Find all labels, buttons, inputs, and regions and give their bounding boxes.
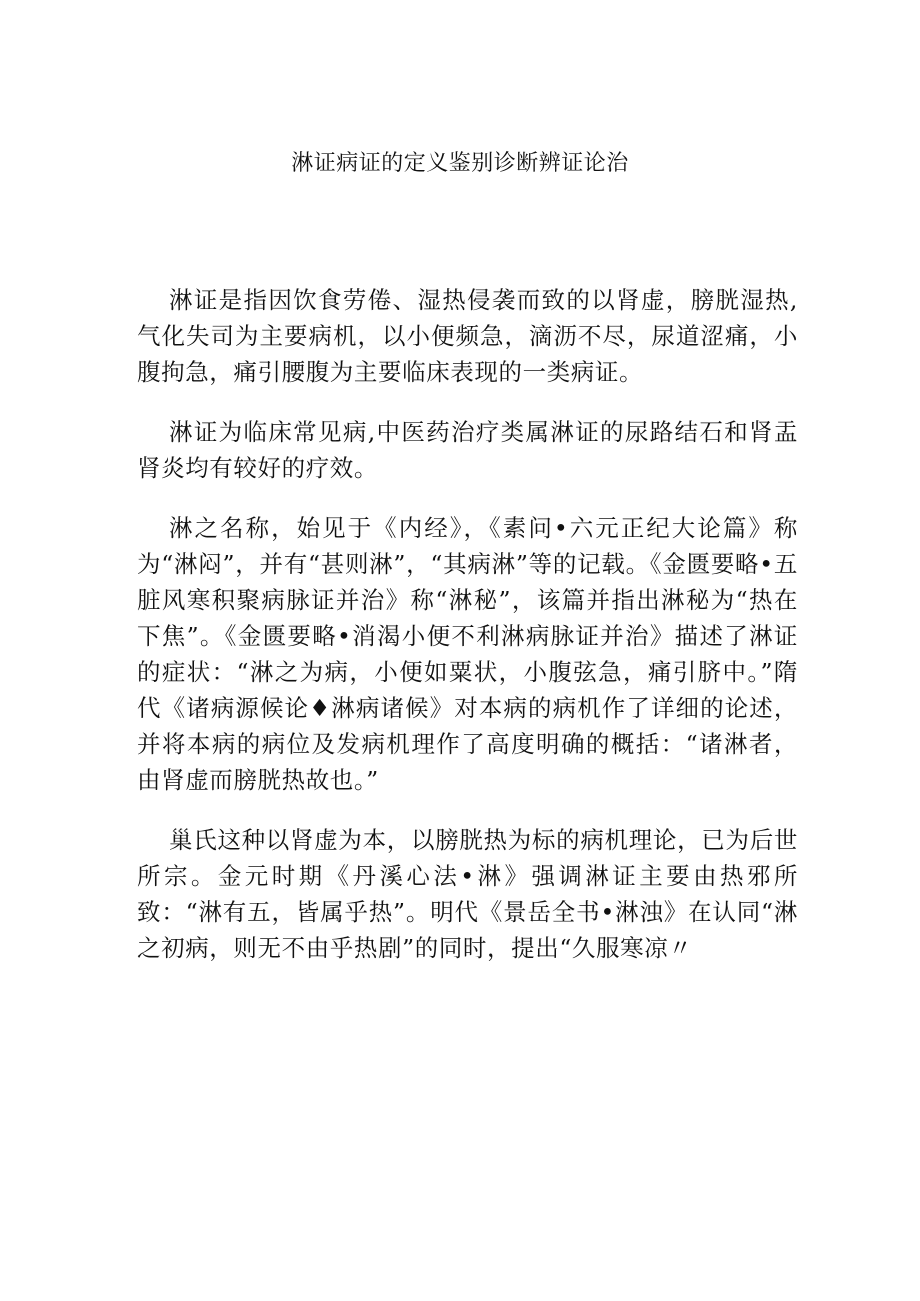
paragraph-clinical: 淋证为临床常见病,中医药治疗类属淋证的尿路结石和肾盂肾炎均有较好的疗效。	[137, 418, 798, 482]
paragraph-history: 淋之名称，始见于《内经》，《素问•六元正纪大论篇》称为“淋闷”，并有“甚则淋”，“其病淋”等的记载。《金匮要略•五脏风寒积聚病脉证并治》称“淋秘”，该篇并指出淋秘为“热在下焦”。《金匮要略•消渴小便不利淋病脉证并治》描述了淋证的症状：“淋之为病，小便如粟状，小腹弦急，痛引脐中。”隋代《诸病源候论♦淋病诸候》对本病的病机作了详细的论述，并将本病的病位及发病机理作了高度明确的概括：“诸淋者，由肾虚而膀胱热故也。”	[137, 514, 798, 794]
document-body	[137, 282, 798, 990]
paragraph-theory: 巢氏这种以肾虚为本，以膀胱热为标的病机理论，已为后世所宗。金元时期《丹溪心法•淋》强调淋证主要由热邪所致：“淋有五，皆属乎热”。明代《景岳全书•淋浊》在认同“淋之初病，则无不由乎热剧”的同时，提出“久服寒凉〃	[137, 826, 798, 962]
paragraph-definition: 淋证是指因饮食劳倦、湿热侵袭而致的以肾虚，膀胱湿热,气化失司为主要病机，以小便频急，滴沥不尽，尿道涩痛，小腹拘急，痛引腰腹为主要临床表现的一类病证。	[137, 286, 798, 386]
document-title: 淋证病证的定义鉴别诊断辨证论治	[291, 151, 629, 176]
